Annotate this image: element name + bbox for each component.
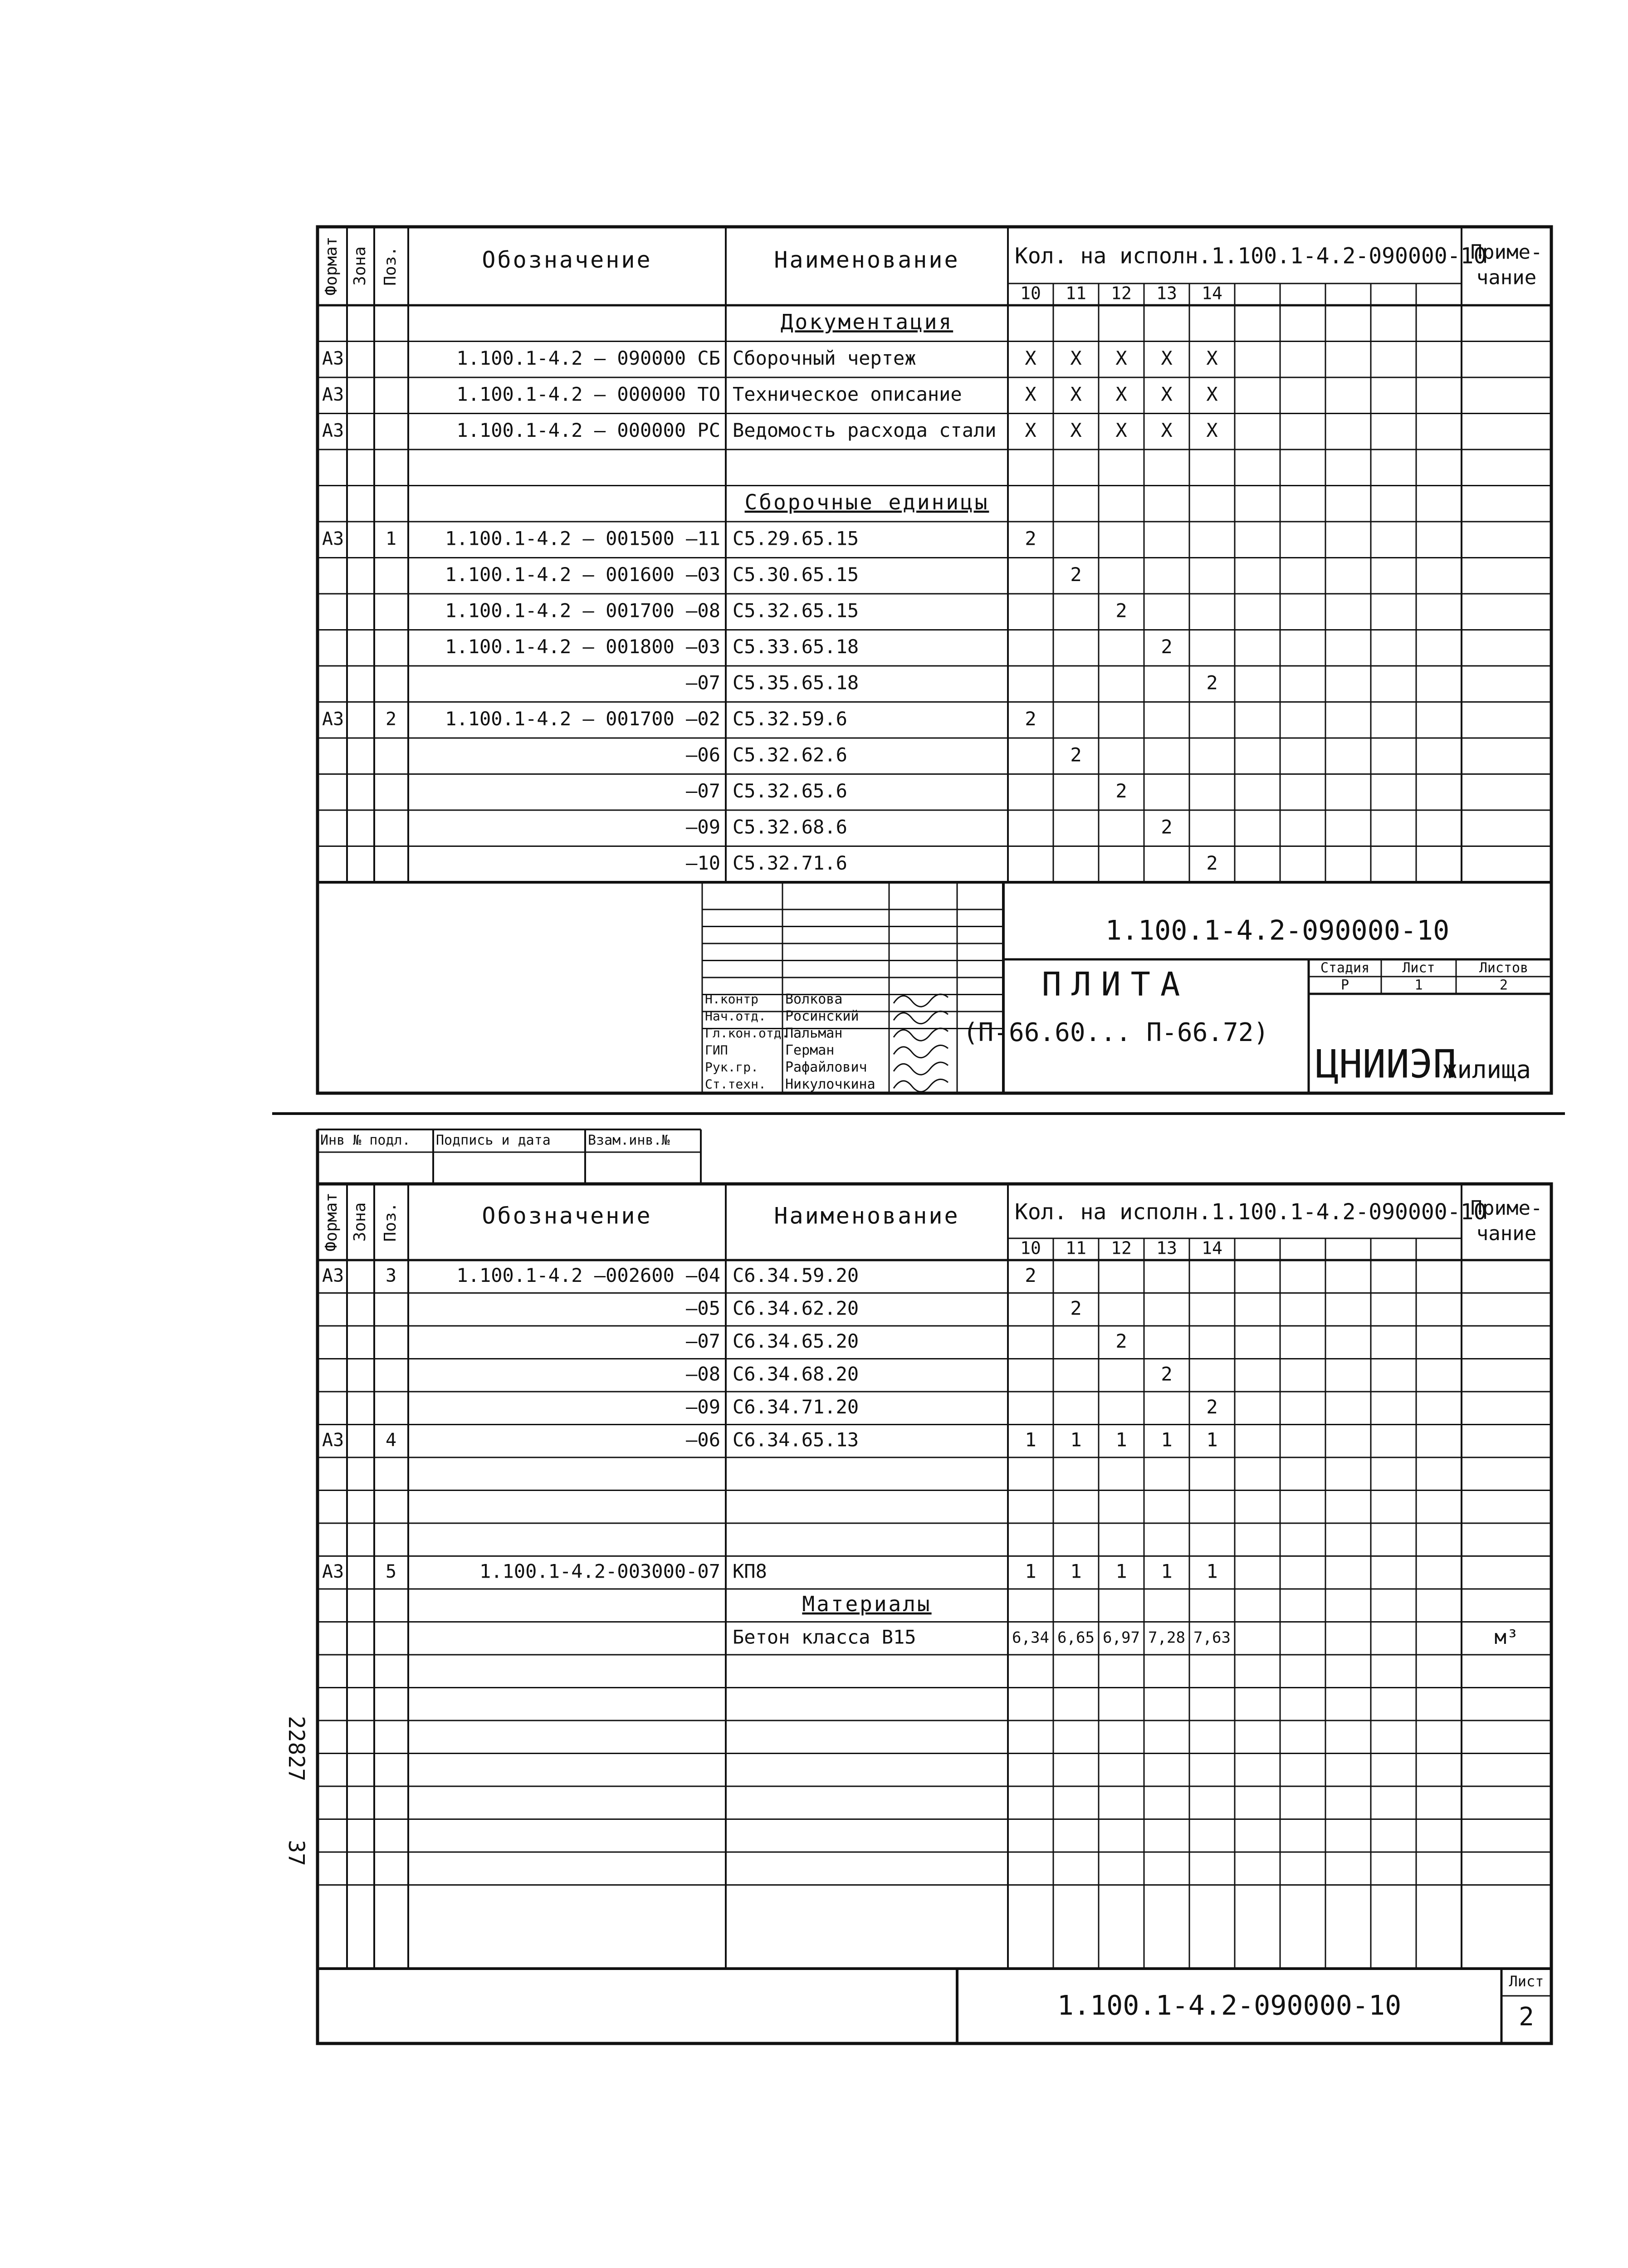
qty-cell: X (1206, 347, 1218, 369)
qty-cell: 1 (1161, 1428, 1173, 1451)
qty-cell: X (1206, 383, 1218, 406)
row-format: А3 (322, 348, 344, 369)
header-pos: Поз. (381, 1202, 400, 1242)
doc-number-sheet-1: 1.100.1-4.2-090000-10 (1105, 914, 1450, 947)
signature-mark (894, 1028, 948, 1041)
qty-cell: 1 (1070, 1560, 1082, 1583)
qty-cell: 2 (1206, 671, 1218, 694)
qty-cell: 7,28 (1148, 1628, 1185, 1647)
row-designation: 1.100.1-4.2 — 000000 РС (456, 419, 720, 441)
row-designation: 1.100.1-4.2 — 000000 ТО (456, 383, 720, 406)
signature-mark (894, 994, 948, 1007)
row-position: 1 (385, 528, 397, 549)
row-format: А3 (322, 1265, 344, 1286)
signer-name: Рафайлович (785, 1059, 867, 1075)
qty-cell: 2 (1070, 743, 1082, 766)
sheet-2 (318, 1129, 1551, 2043)
header-pos: Поз. (381, 246, 400, 286)
qty-cell: X (1115, 419, 1127, 441)
document-subtitle: (П-66.60... П-66.72) (963, 1018, 1269, 1048)
qty-cell: 2 (1025, 527, 1036, 550)
row-position: 3 (385, 1265, 397, 1286)
signer-name: Росинский (785, 1008, 859, 1024)
qty-cell: 2 (1161, 1363, 1173, 1385)
row-designation: —07 (686, 671, 720, 694)
qty-cell: 2 (1070, 1297, 1082, 1320)
row-name: С5.32.68.6 (733, 816, 847, 838)
row-name: С6.34.68.20 (733, 1363, 859, 1385)
qty-cell: 2 (1115, 779, 1127, 802)
sheets-value: 2 (1499, 977, 1508, 993)
header-name: Наименование (774, 1202, 960, 1229)
row-name: С5.32.62.6 (733, 743, 847, 766)
sheet-value: 1 (1414, 977, 1423, 993)
variant-10: 10 (1020, 283, 1041, 303)
qty-cell: X (1161, 347, 1173, 369)
qty-cell: X (1115, 347, 1127, 369)
row-position: 5 (385, 1561, 397, 1582)
qty-cell: 1 (1025, 1428, 1036, 1451)
sheet-2-frame (318, 1184, 1551, 2043)
qty-cell: 1 (1161, 1560, 1173, 1583)
signature-mark (894, 1045, 948, 1057)
margin-notes (284, 1716, 309, 1866)
qty-cell: X (1070, 383, 1082, 406)
margin-number-2: 37 (284, 1840, 309, 1866)
qty-cell: X (1025, 383, 1036, 406)
footer-sheet-label: Лист (1509, 1973, 1544, 1990)
row-designation: 1.100.1-4.2 — 001700 —08 (445, 599, 720, 622)
variant-13: 13 (1156, 283, 1177, 303)
header-zone: Зона (351, 1202, 369, 1242)
section-title: Документация (780, 309, 953, 334)
qty-cell: 2 (1161, 816, 1173, 838)
header-zone: Зона (351, 246, 369, 286)
signer-role: Ст.техн. (705, 1076, 766, 1092)
qty-cell: 2 (1025, 1264, 1036, 1286)
stamp-label: Подпись и дата (436, 1132, 551, 1149)
variant-14: 14 (1202, 283, 1222, 303)
qty-cell: 2 (1161, 635, 1173, 658)
header-note-1: Приме- (1470, 240, 1543, 264)
signer-role: Рук.гр. (705, 1059, 759, 1075)
qty-cell: 7,63 (1193, 1628, 1231, 1647)
document-title: ПЛИТА (1041, 965, 1190, 1003)
row-name: Ведомость расхода стали (733, 419, 997, 441)
qty-cell: X (1161, 383, 1173, 406)
header-designation: Обозначение (482, 247, 652, 273)
qty-cell: X (1025, 419, 1036, 441)
row-designation: 1.100.1-4.2 — 001600 —03 (445, 563, 720, 586)
row-designation: —07 (686, 779, 720, 802)
row-format: А3 (322, 384, 344, 405)
row-name: С5.30.65.15 (733, 563, 859, 586)
signature-mark (894, 1062, 948, 1075)
row-format: А3 (322, 709, 344, 730)
variant-11: 11 (1066, 283, 1086, 303)
row-format: А3 (322, 1561, 344, 1582)
row-designation: 1.100.1-4.2 —002600 —04 (456, 1264, 720, 1286)
header-name: Наименование (774, 247, 960, 273)
variant-10: 10 (1020, 1238, 1041, 1258)
row-designation: 1.100.1-4.2-003000-07 (479, 1560, 720, 1583)
signer-role: Гл.кон.отд. (705, 1025, 789, 1041)
row-name: С5.35.65.18 (733, 671, 859, 694)
signer-role: Нач.отд. (705, 1008, 766, 1024)
qty-cell: 2 (1115, 599, 1127, 622)
row-name: С5.32.71.6 (733, 851, 847, 874)
row-position: 2 (385, 709, 397, 730)
organization-name: ЦНИИЭП (1315, 1041, 1457, 1087)
qty-cell: 6,34 (1012, 1628, 1049, 1647)
signer-name: Никулочкина (785, 1076, 875, 1092)
row-designation: 1.100.1-4.2 — 001700 —02 (445, 707, 720, 730)
qty-cell: 6,97 (1103, 1628, 1140, 1647)
stamp-label: Взам.инв.№ (588, 1132, 670, 1149)
header-note-1: Приме- (1470, 1197, 1543, 1220)
footer-sheet-number: 2 (1519, 2002, 1534, 2032)
row-designation: —10 (686, 851, 720, 874)
qty-cell: 2 (1025, 707, 1036, 730)
row-name: С6.34.65.13 (733, 1428, 859, 1451)
qty-cell: X (1070, 347, 1082, 369)
row-designation: —06 (686, 1428, 720, 1451)
variant-11: 11 (1066, 1238, 1086, 1258)
qty-cell: 1 (1115, 1560, 1127, 1583)
header-format: Формат (322, 1192, 341, 1252)
qty-cell: X (1025, 347, 1036, 369)
signer-name: Герман (785, 1042, 835, 1058)
qty-cell: 1 (1206, 1560, 1218, 1583)
stage-value: Р (1340, 977, 1349, 993)
organization-suffix: жилища (1442, 1055, 1531, 1084)
row-format: А3 (322, 1429, 344, 1451)
signer-role: Н.контр (705, 991, 759, 1007)
signer-role: ГИП (705, 1042, 728, 1058)
doc-number-sheet-2: 1.100.1-4.2-090000-10 (1057, 1989, 1402, 2022)
row-name: С6.34.71.20 (733, 1395, 859, 1418)
header-designation: Обозначение (482, 1202, 652, 1229)
row-name: Сборочный чертеж (733, 347, 916, 369)
section-title: Материалы (802, 1591, 932, 1616)
qty-cell: X (1161, 419, 1173, 441)
row-format: А3 (322, 420, 344, 441)
qty-cell: X (1070, 419, 1082, 441)
row-name: С5.32.59.6 (733, 707, 847, 730)
qty-cell: 2 (1206, 851, 1218, 874)
row-name: Бетон класса В15 (733, 1626, 916, 1648)
sheets-label: Листов (1479, 960, 1529, 976)
sheet-label: Лист (1402, 960, 1435, 976)
row-designation: 1.100.1-4.2 — 090000 СБ (456, 347, 720, 369)
qty-cell: 1 (1025, 1560, 1036, 1583)
row-designation: —05 (686, 1297, 720, 1320)
row-designation: —09 (686, 816, 720, 838)
qty-cell: 2 (1115, 1330, 1127, 1352)
qty-cell: 2 (1070, 563, 1082, 586)
row-name: С5.33.65.18 (733, 635, 859, 658)
row-name: С5.32.65.6 (733, 779, 847, 802)
row-designation: —06 (686, 743, 720, 766)
row-name: С6.34.59.20 (733, 1264, 859, 1286)
qty-cell: X (1115, 383, 1127, 406)
row-name: С6.34.65.20 (733, 1330, 859, 1352)
row-name: С5.29.65.15 (733, 527, 859, 550)
row-designation: —08 (686, 1363, 720, 1385)
row-designation: —07 (686, 1330, 720, 1352)
row-name: С6.34.62.20 (733, 1297, 859, 1320)
row-name: С5.32.65.15 (733, 599, 859, 622)
header-qty-title: Кол. на исполн.1.100.1-4.2-090000-10 (1015, 1199, 1487, 1225)
variant-12: 12 (1111, 283, 1132, 303)
stamp-label: Инв № подл. (320, 1132, 411, 1149)
qty-cell: 1 (1206, 1428, 1218, 1451)
qty-cell: 6,65 (1057, 1628, 1095, 1647)
row-position: 4 (385, 1429, 397, 1451)
qty-cell: 1 (1115, 1428, 1127, 1451)
row-designation: —09 (686, 1395, 720, 1418)
header-qty-title: Кол. на исполн.1.100.1-4.2-090000-10 (1015, 243, 1487, 269)
section-title: Сборочные единицы (744, 489, 989, 514)
variant-12: 12 (1111, 1238, 1132, 1258)
sheet-1 (272, 227, 1565, 1114)
signer-name: Волкова (785, 991, 843, 1007)
margin-number-1: 22827 (284, 1716, 309, 1782)
row-designation: 1.100.1-4.2 — 001500 —11 (445, 527, 720, 550)
row-designation: 1.100.1-4.2 — 001800 —03 (445, 635, 720, 658)
qty-cell: 2 (1206, 1395, 1218, 1418)
variant-14: 14 (1202, 1238, 1222, 1258)
variant-13: 13 (1156, 1238, 1177, 1258)
header-format: Формат (322, 236, 341, 296)
row-format: А3 (322, 528, 344, 549)
header-note-2: чание (1476, 1222, 1537, 1245)
row-name: Техническое описание (733, 383, 962, 406)
signer-name: Пальман (785, 1025, 843, 1041)
stage-label: Стадия (1320, 960, 1370, 976)
qty-cell: 1 (1070, 1428, 1082, 1451)
row-note: м³ (1494, 1625, 1519, 1649)
header-note-2: чание (1476, 266, 1537, 289)
signature-mark (894, 1011, 948, 1023)
qty-cell: X (1206, 419, 1218, 441)
signature-mark (894, 1079, 948, 1091)
row-name: КП8 (733, 1560, 767, 1583)
